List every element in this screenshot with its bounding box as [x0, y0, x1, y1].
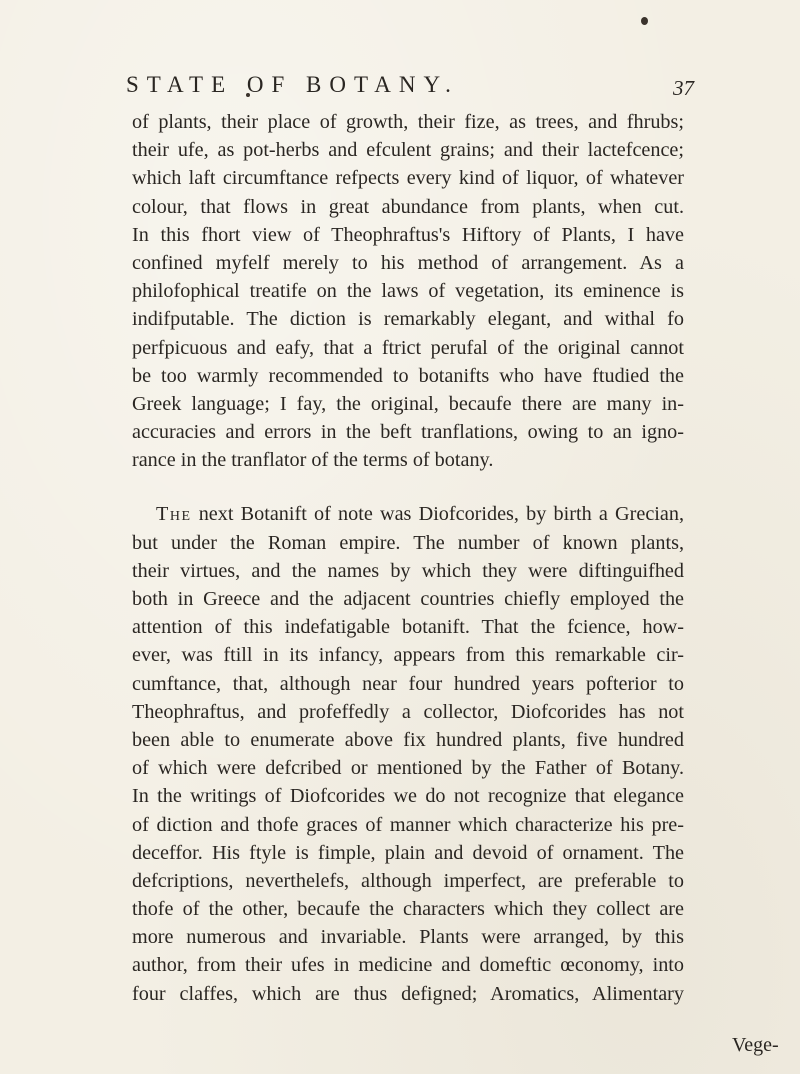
text-line: accuracies and errors in the beft tranflations, owing to an igno-	[132, 421, 684, 444]
text-line: thofe of the other, becaufe the characters which they collect are	[132, 898, 684, 921]
text-line: In this fhort view of Theophraftus's Hiftory of Plants, I have	[132, 223, 684, 246]
text-line: but under the Roman empire. The number of known plants,	[132, 531, 684, 554]
running-title: STATE OF BOTANY.	[126, 72, 459, 97]
text-line: Theophraftus, and profeffedly a collector, Diofcorides has not	[132, 700, 684, 723]
body-text	[132, 108, 684, 1008]
paragraph-opening-word: The	[156, 503, 192, 526]
text-line-first	[132, 500, 684, 528]
text-line: defcriptions, neverthelefs, although imperfect, are preferable to	[132, 869, 684, 892]
text-line: be too warmly recommended to botanifts who have ftudied the	[132, 364, 684, 387]
text-line: deceffor. His ftyle is fimple, plain and devoid of ornament. The	[132, 841, 684, 864]
text-line: attention of this indefatigable botanift. That the fcience, how-	[132, 616, 684, 639]
text-line: confined myfelf merely to his method of arrangement. As a	[132, 251, 684, 274]
first-line-text: next Botanift of note was Diofcorides, by birth a Grecian,	[191, 503, 684, 526]
text-line: of plants, their place of growth, their fize, as trees, and fhrubs;	[132, 111, 684, 133]
paragraph-gap	[132, 474, 684, 500]
text-line: their ufe, as pot-herbs and efculent grains; and their lactefcence;	[132, 139, 684, 162]
text-line: philofophical treatife on the laws of vegetation, its eminence is	[132, 280, 684, 303]
text-line: ever, was ftill in its infancy, appears from this remarkable cir-	[132, 644, 684, 667]
page-number: 37	[673, 76, 694, 100]
text-line: author, from their ufes in medicine and domeftic œconomy, into	[132, 954, 684, 977]
text-line: In the writings of Diofcorides we do not recognize that elegance	[132, 785, 684, 808]
text-line: colour, that flows in great abundance from plants, when cut.	[132, 195, 684, 218]
text-line: more numerous and invariable. Plants were arranged, by this	[132, 926, 684, 949]
text-line: cumftance, that, although near four hundred years pofterior to	[132, 672, 684, 695]
ink-fleck	[641, 17, 648, 25]
text-line: which laft circumftance refpects every kind of liquor, of whatever	[132, 167, 684, 190]
text-line: indifputable. The diction is remarkably elegant, and withal fo	[132, 308, 684, 331]
text-line: of which were defcribed or mentioned by the Father of Botany.	[132, 757, 684, 780]
text-line: been able to enumerate above fix hundred plants, five hundred	[132, 728, 684, 751]
paragraph-2	[132, 500, 684, 1007]
text-line: Greek language; I fay, the original, becaufe there are many in-	[132, 392, 684, 415]
text-line: rance in the tranflator of the terms of botany.	[132, 449, 494, 472]
catchword: Vege-	[732, 1034, 779, 1056]
text-line: four claffes, which are thus defigned; Aromatics, Alimentary	[132, 982, 684, 1005]
page-header	[126, 72, 694, 102]
text-line: their virtues, and the names by which they were diftinguifhed	[132, 559, 684, 582]
text-line: of diction and thofe graces of manner which characterize his pre-	[132, 813, 684, 836]
paragraph-1	[132, 108, 684, 474]
text-line: perfpicuous and eafy, that a ftrict perufal of the original cannot	[132, 336, 684, 359]
text-line: both in Greece and the adjacent countries chiefly employed the	[132, 588, 684, 610]
